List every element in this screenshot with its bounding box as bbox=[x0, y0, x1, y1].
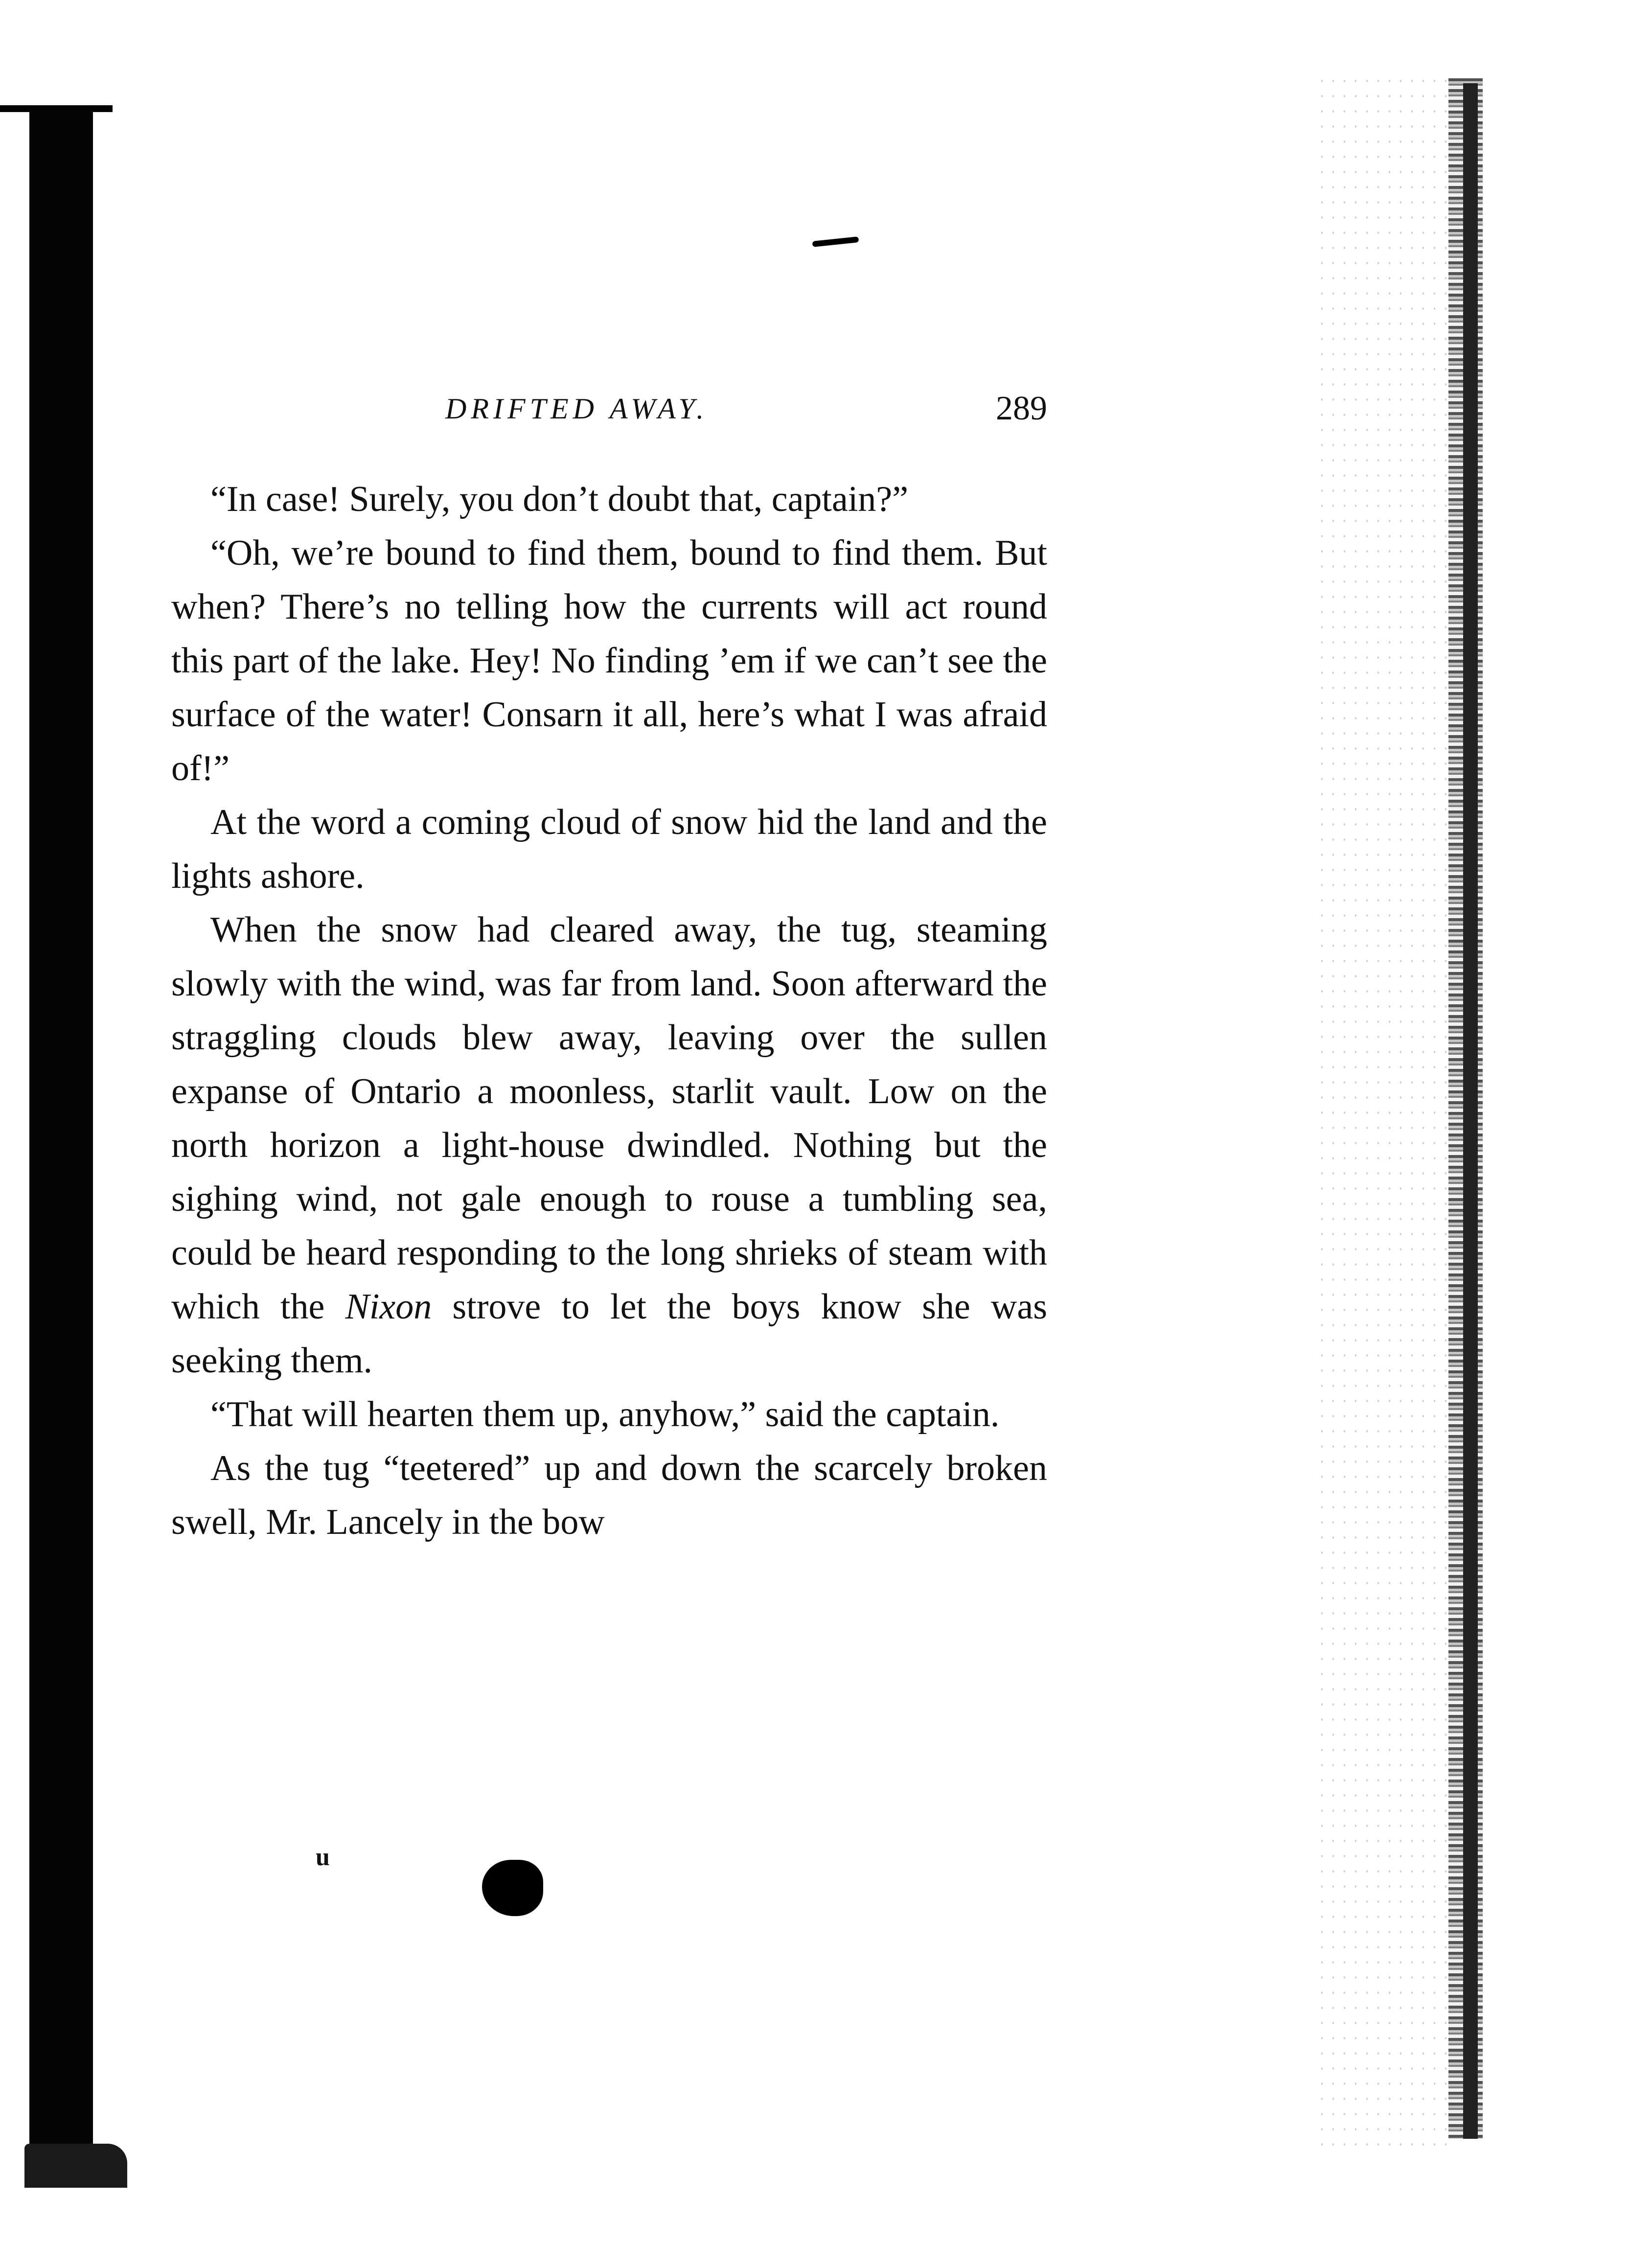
paragraph: At the word a coming cloud of snow hid the land and the lights ashore. bbox=[171, 802, 1047, 896]
paragraph: “In case! Surely, you don’t doubt that, captain?” bbox=[210, 479, 909, 519]
paragraph: “That will hearten them up, anyhow,” said the captain. bbox=[210, 1394, 1000, 1435]
paragraph: As the tug “teetered” up and down the scarcely broken swell, Mr. Lancely in the bow bbox=[171, 1448, 1047, 1542]
ship-name: Nixon bbox=[345, 1287, 432, 1327]
body-text bbox=[171, 472, 1047, 1549]
ink-blot bbox=[482, 1860, 543, 1916]
ink-mark bbox=[812, 236, 859, 247]
signature-mark: u bbox=[316, 1843, 330, 1871]
paragraph-text: strove to let the boys know she was seeking them. bbox=[171, 1287, 1047, 1381]
running-title: DRIFTED AWAY. bbox=[445, 393, 709, 425]
binding-shadow bbox=[29, 108, 93, 2158]
scan-specks bbox=[1316, 73, 1448, 2158]
paragraph bbox=[171, 903, 1047, 1388]
binding-foot bbox=[24, 2144, 127, 2188]
page-edge-shadow bbox=[1463, 83, 1478, 2139]
paragraph: “Oh, we’re bound to find them, bound to find them. But when? There’s no telling how the currents will act round this part of the lake. Hey! No finding ’em if we can’t see the surface of the water! Consarn it all, here’s what I was afraid of!” bbox=[171, 533, 1047, 788]
paragraph-text: When the snow had cleared away, the tug, steaming slowly with the wind, was far from land. Soon afterward the straggling clouds blew away, leaving over the sullen expanse of Ontario a moonless, starlit vault. Low on the north horizon a light-house dwindled. Nothing but the sighing wind, not gale enough to rouse a tumbling sea, could be heard responding to the long shrieks of steam with which the bbox=[171, 910, 1047, 1327]
running-head bbox=[171, 389, 1047, 428]
page-number: 289 bbox=[996, 390, 1047, 427]
